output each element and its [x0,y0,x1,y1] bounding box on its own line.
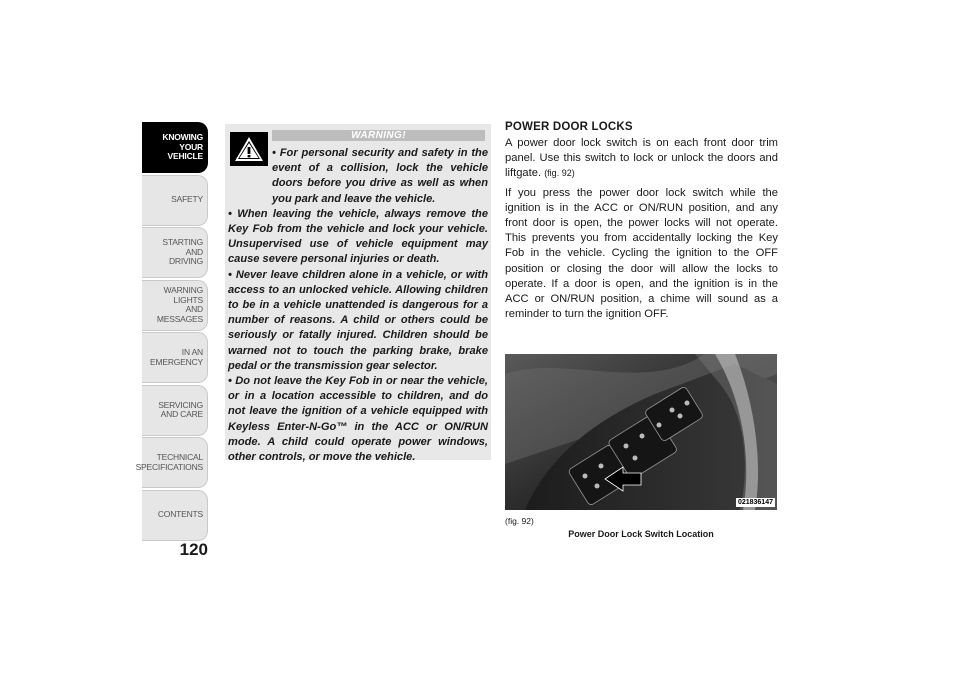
tab-knowing-your-vehicle[interactable] [142,122,208,173]
figure-caption: Power Door Lock Switch Location [568,529,714,539]
tab-servicing-and-care[interactable] [142,385,208,436]
tab-label: CONTENTS [157,509,203,520]
tab-label: SERVICING AND CARE [158,399,203,419]
warning-box [225,124,491,464]
warning-item: • Do not leave the Key Fob in or near the vehicle, or in a location accessible to children, and do not leave the ignition of a vehicle equipped with Keyless Enter-N-Go™ in the ACC or ON/RUN mode. A child could operate power windows, other controls, or move the vehicle. [228,375,488,464]
paragraph-text: A power door lock switch is on each front door trim panel. Use this switch to lock or unlock the doors and liftgate. [505,137,778,180]
paragraph [505,136,778,182]
tab-in-an-emergency[interactable] [142,332,208,383]
paragraph: If you press the power door lock switch while the ignition is in the ACC or ON/RUN position, and any front door is open, the power locks will not operate. This prevents you from accidentally locking the Key Fob in the vehicle. Cycling the ignition to the OFF position or closing the door will allow the locks to operate. If a door is open, and the ignition is in the ACC or ON/RUN position, a chime will sound as a reminder to turn the ignition OFF. [505,186,778,321]
tab-warning-lights[interactable] [142,280,208,331]
tab-label: KNOWING YOUR VEHICLE [162,132,203,162]
tab-starting-and-driving[interactable] [142,227,208,278]
tab-label: IN AN EMERGENCY [150,347,203,367]
warning-item: • For personal security and safety in the event of a collision, lock the vehicle doors before you drive as well as when you park and leave the vehicle. [272,147,488,205]
warning-text [228,146,488,465]
tab-label: SAFETY [171,194,203,205]
section-tabs [135,122,208,542]
warning-item: • When leaving the vehicle, always remove the Key Fob from the vehicle and lock your vehicle. Unsupervised use of vehicle equipment may cause severe personal injuries or death. [228,207,488,266]
power-door-locks-section [505,121,778,326]
tab-contents[interactable] [142,490,208,541]
warning-header: WARNING! [272,130,485,141]
tab-safety[interactable] [142,175,208,226]
door-panel-illustration [505,354,777,510]
tab-technical-specifications[interactable] [135,437,208,488]
section-title: POWER DOOR LOCKS [505,121,633,133]
door-switch-photo [505,354,777,510]
warning-item: • Never leave children alone in a vehicle, or with access to an unlocked vehicle. Allowing children to be in a vehicle unattended is dangerous for a number of reasons. A child or others could be seriously or fatally injured. Children should be warned not to touch the parking brake, brake pedal or the transmission gear selector. [228,268,488,372]
figure-number: (fig. 92) [505,516,534,526]
page-number: 120 [179,540,208,559]
tab-label: TECHNICAL SPECIFICATIONS [135,452,203,472]
image-code: 021836147 [737,499,773,506]
figure-reference[interactable]: (fig. 92) [544,168,575,179]
tab-label: STARTING AND DRIVING [162,237,203,267]
tab-label: WARNING LIGHTS AND MESSAGES [156,285,203,324]
